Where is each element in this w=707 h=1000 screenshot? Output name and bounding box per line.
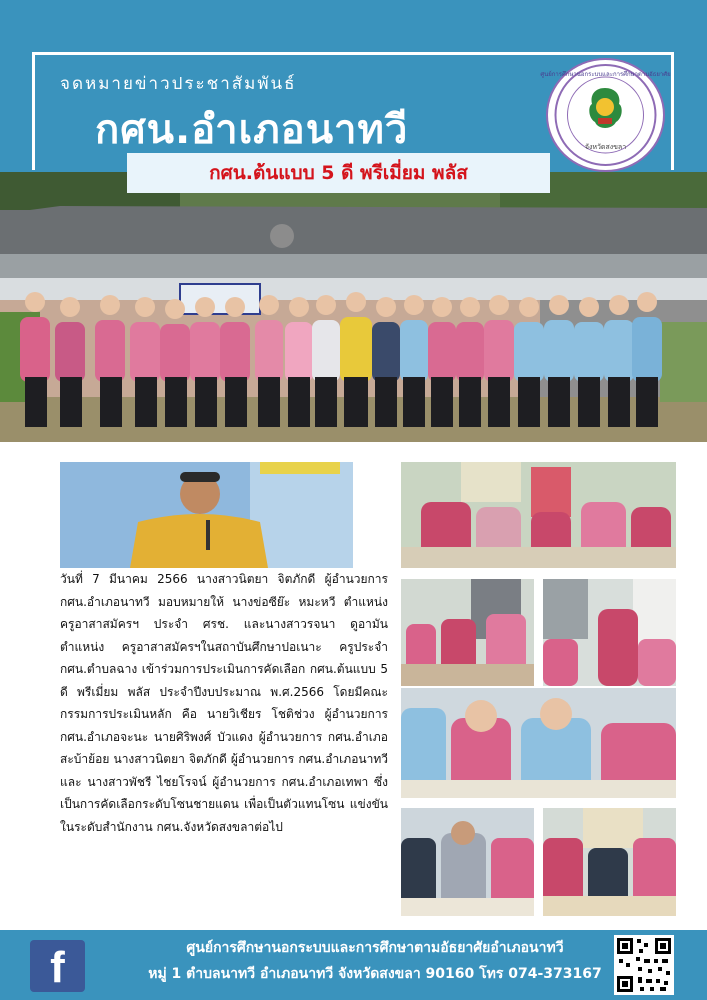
article-body: วันที่ 7 มีนาคม 2566 นางสาวนิตยา จิตภักดี ผู้อำนวยการ กศน.อำเภอนาทวี มอบหมายให้ นางข่อซีย๊ะ หมะหวี ตำแหน่ง ครูอาสาสมัครฯ ประจำ ศรช. และนางสาวรจนา ดูอามัน ตำแหน่ง ครูอาสาสมัครฯในสถาบันศึกษาปอเนาะ ครูประจำ กศน.ตำบลฉาง เข้าร่วมการประเมินการคัดเลือก กศน.ต้นแบบ 5 ดี พรีเมี่ยม พลัส ประจำปีงบประมาณ พ.ศ.2566 โดยมีคณะกรรมการประเมินหลัก คือ นายวิเชียร โชติช่วง ผู้อำนวยการ กศน.อำเภอจะนะ นายศิริพงศ์ บัวแดง ผู้อำนวยการ กศน.อำเภอสะบ้าย้อย นางสาวนิตยา จิตภักดี ผู้อำนวยการ กศน.อำเภอนาทวี และ นางสาวพัชรี ไชยโรจน์ ผู้อำนวยการ กศน.อำเภอเทพา ซึ่งเป็นการคัดเลือกระดับโซนชายแดน เพื่อเป็นตัวแทนโซน แข่งขันในระดับสำนักงาน กศน.จังหวัดสงขลาต่อไป xyxy=(60,572,388,834)
seal-province-label: จังหวัดสงขลา xyxy=(584,143,627,151)
photo-assessment-2 xyxy=(401,579,534,686)
subtitle: กศน.ต้นแบบ 5 ดี พรีเมี่ยม พลัส xyxy=(209,162,468,184)
photo-assessment-1 xyxy=(401,462,676,568)
footer-address: หมู่ 1 ตำบลนาทวี อำเภอนาทวี จังหวัดสงขลา 90160 โทร 074-373167 xyxy=(148,966,602,982)
newsletter-label: จดหมายข่าวประชาสัมพันธ์ xyxy=(60,74,297,94)
office-title: กศน.อำเภอนาทวี xyxy=(95,107,409,153)
svg-text:ศูนย์การศึกษานอกระบบและการศึกษ: ศูนย์การศึกษานอกระบบและการศึกษาตามอัธยาศัย xyxy=(540,71,671,78)
qr-code[interactable] xyxy=(614,935,674,995)
photo-assessment-4 xyxy=(401,688,676,798)
facebook-icon[interactable] xyxy=(30,940,85,992)
subtitle-box xyxy=(127,153,550,193)
office-seal-logo xyxy=(540,60,671,170)
group-photo xyxy=(0,172,707,442)
footer-office-name: ศูนย์การศึกษานอกระบบและการศึกษาตามอัธยาศัยอำเภอนาทวี xyxy=(186,940,564,956)
facebook-glyph: f xyxy=(50,943,65,992)
photo-speaker xyxy=(60,462,353,568)
photo-assessment-3 xyxy=(543,579,676,686)
photo-assessment-6 xyxy=(543,808,676,916)
photo-assessment-5 xyxy=(401,808,534,916)
